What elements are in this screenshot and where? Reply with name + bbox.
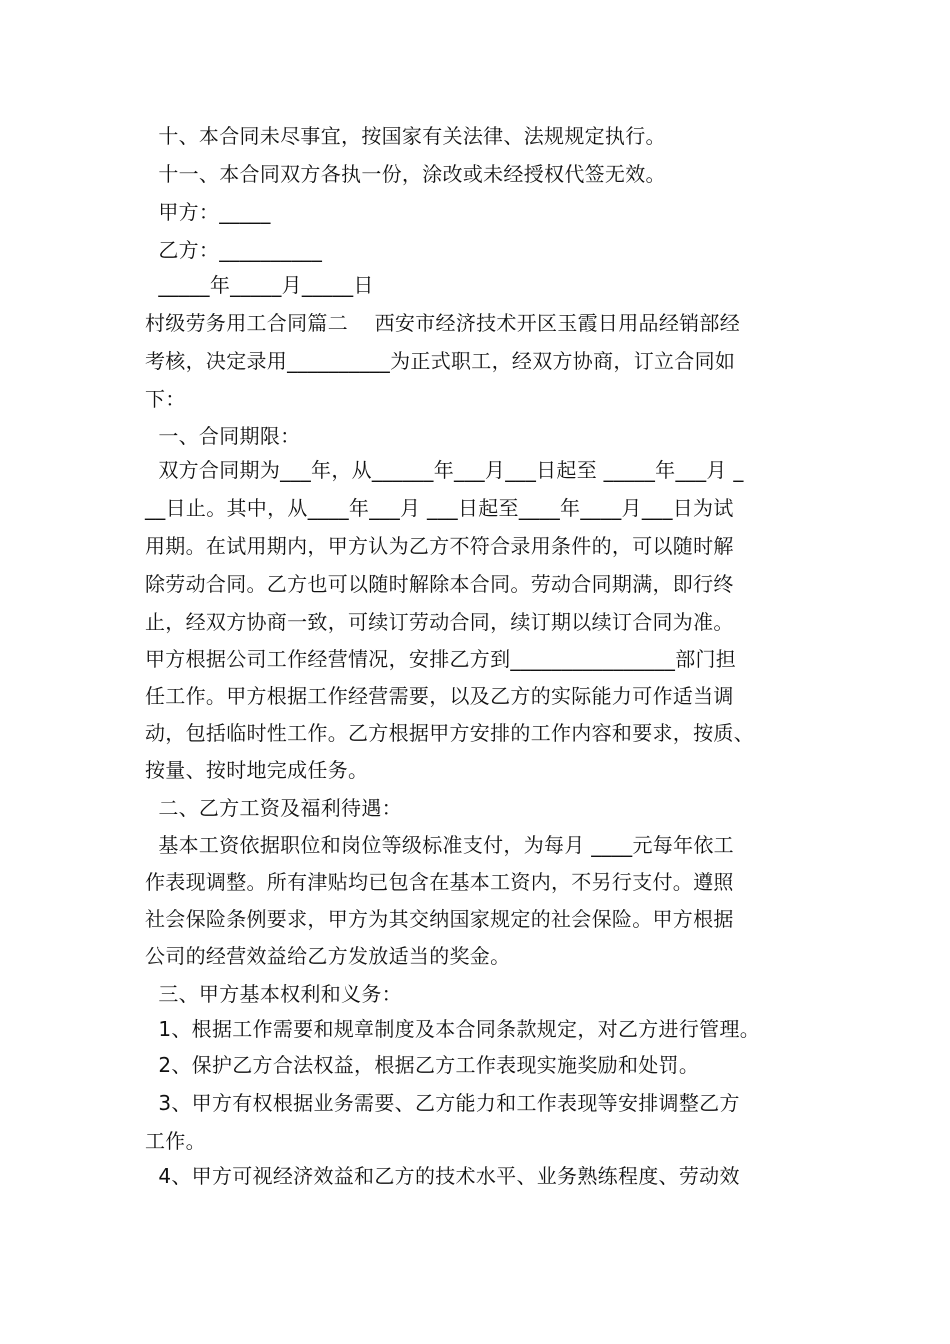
text-line: 除劳动合同。乙方也可以随时解除本合同。劳动合同期满，即行终 (145, 572, 734, 596)
text-line: _____年_____月_____日 (145, 273, 374, 297)
text-line: 止，经双方协商一致，可续订劳动合同，续订期以续订合同为准。 (145, 610, 734, 634)
text-line: 十、本合同未尽事宜，按国家有关法律、法规规定执行。 (145, 124, 666, 148)
text-line: 4、甲方可视经济效益和乙方的技术水平、业务熟练程度、劳动效 (145, 1164, 740, 1188)
text-line: 双方合同期为___年，从______年___月___日起至 _____年___月 _ (145, 458, 744, 482)
text-line: 三、甲方基本权利和义务： (145, 982, 402, 1006)
text-line: 甲方：_____ (145, 200, 271, 224)
text-line: __日止。其中，从____年___月 ___日起至____年____月___日为试 (145, 496, 734, 520)
text-line: 3、甲方有权根据业务需要、乙方能力和工作表现等安排调整乙方 (145, 1091, 740, 1115)
text-line: 乙方：__________ (145, 238, 323, 262)
text-line: 一、合同期限： (145, 424, 301, 448)
text-line: 2、保护乙方合法权益，根据乙方工作表现实施奖励和处罚。 (145, 1053, 700, 1077)
text-line: 1、根据工作需要和规章制度及本合同条款规定，对乙方进行管理。 (145, 1017, 761, 1041)
text-line: 动，包括临时性工作。乙方根据甲方安排的工作内容和要求，按质、 (145, 721, 754, 745)
text-line: 二、乙方工资及福利待遇： (145, 796, 402, 820)
text-line: 甲方根据公司工作经营情况，安排乙方到________________部门担 (145, 647, 737, 671)
text-line: 工作。 (145, 1129, 206, 1153)
text-line: 基本工资依据职位和岗位等级标准支付，为每月 ____元每年依工 (145, 833, 734, 857)
text-line: 任工作。甲方根据工作经营需要，以及乙方的实际能力可作适当调 (145, 684, 734, 708)
text-line: 考核，决定录用__________为正式职工，经双方协商，订立合同如 (145, 349, 736, 373)
text-line: 村级劳务用工合同篇二 西安市经济技术开区玉霞日用品经销部经 (145, 311, 741, 335)
text-line: 用期。在试用期内，甲方认为乙方不符合录用条件的，可以随时解 (145, 534, 734, 558)
text-line: 十一、本合同双方各执一份，涂改或未经授权代签无效。 (145, 162, 666, 186)
text-line: 按量、按时地完成任务。 (145, 758, 369, 782)
text-line: 下： (145, 387, 186, 411)
text-line: 公司的经营效益给乙方发放适当的奖金。 (145, 944, 511, 968)
text-line: 作表现调整。所有津贴均已包含在基本工资内，不另行支付。遵照 (145, 870, 734, 894)
text-line: 社会保险条例要求，甲方为其交纳国家规定的社会保险。甲方根据 (145, 907, 734, 931)
